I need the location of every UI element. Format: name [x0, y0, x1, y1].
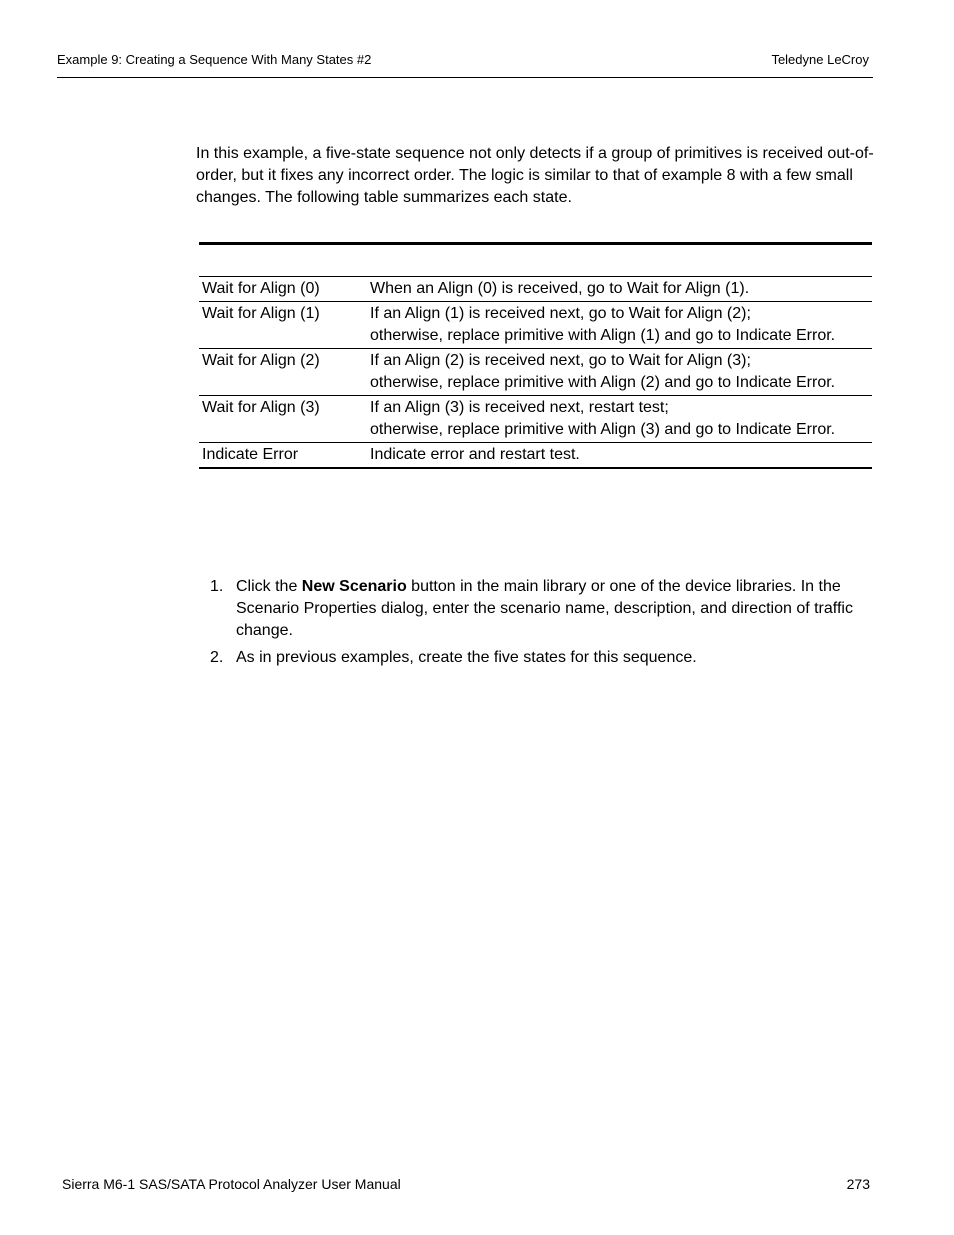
table-row [199, 277, 872, 302]
page-number: 273 [846, 1176, 870, 1192]
step-bold-text: New Scenario [301, 578, 407, 595]
step-number: 2. [210, 649, 224, 666]
table-row [199, 302, 872, 349]
table-header-cell [199, 244, 872, 277]
state-description: When an Align (0) is received, go to Wait for Align (1). [367, 277, 872, 302]
step-text: As in previous examples, create the five states for this sequence. [236, 649, 697, 666]
state-name: Indicate Error [202, 446, 299, 463]
state-description: If an Align (3) is received next, restart test; otherwise, replace primitive with Align (3) and go to Indicate Error. [367, 396, 872, 443]
intro-paragraph: In this example, a five-state sequence not only detects if a group of primitives is received out-of-order, but it fixes any incorrect order. The logic is similar to that of example 8 with a few small changes. The following table summarizes each state. [196, 145, 874, 206]
procedure-steps [196, 576, 876, 674]
step-text-continued: button in the main library or one of the device libraries. In the Scenario Properties dialog, enter the scenario name, description, and direction of traffic change. [236, 578, 853, 639]
footer-manual-title: Sierra M6-1 SAS/SATA Protocol Analyzer User Manual [62, 1176, 401, 1192]
list-item [196, 647, 876, 669]
state-description: If an Align (1) is received next, go to Wait for Align (2); otherwise, replace primitive with Align (1) and go to Indicate Error. [367, 302, 872, 349]
state-name: Wait for Align (0) [199, 277, 367, 302]
table-row [199, 349, 872, 396]
step-text: Click the [236, 578, 302, 595]
header-section-title: Example 9: Creating a Sequence With Many States #2 [57, 52, 372, 67]
step-number: 1. [210, 578, 224, 595]
state-name: Wait for Align (2) [199, 349, 367, 396]
state-name: Wait for Align (3) [199, 396, 367, 443]
states-table [199, 242, 872, 469]
table-header [199, 244, 872, 277]
table-row [199, 443, 872, 469]
page-header [57, 52, 873, 78]
table-row [199, 396, 872, 443]
state-name: Wait for Align (1) [199, 302, 367, 349]
state-description: If an Align (2) is received next, go to Wait for Align (3); otherwise, replace primitive with Align (2) and go to Indicate Error. [367, 349, 872, 396]
list-item [196, 576, 876, 642]
header-company: Teledyne LeCroy [771, 52, 869, 67]
state-description: Indicate error and restart test. [370, 446, 580, 463]
